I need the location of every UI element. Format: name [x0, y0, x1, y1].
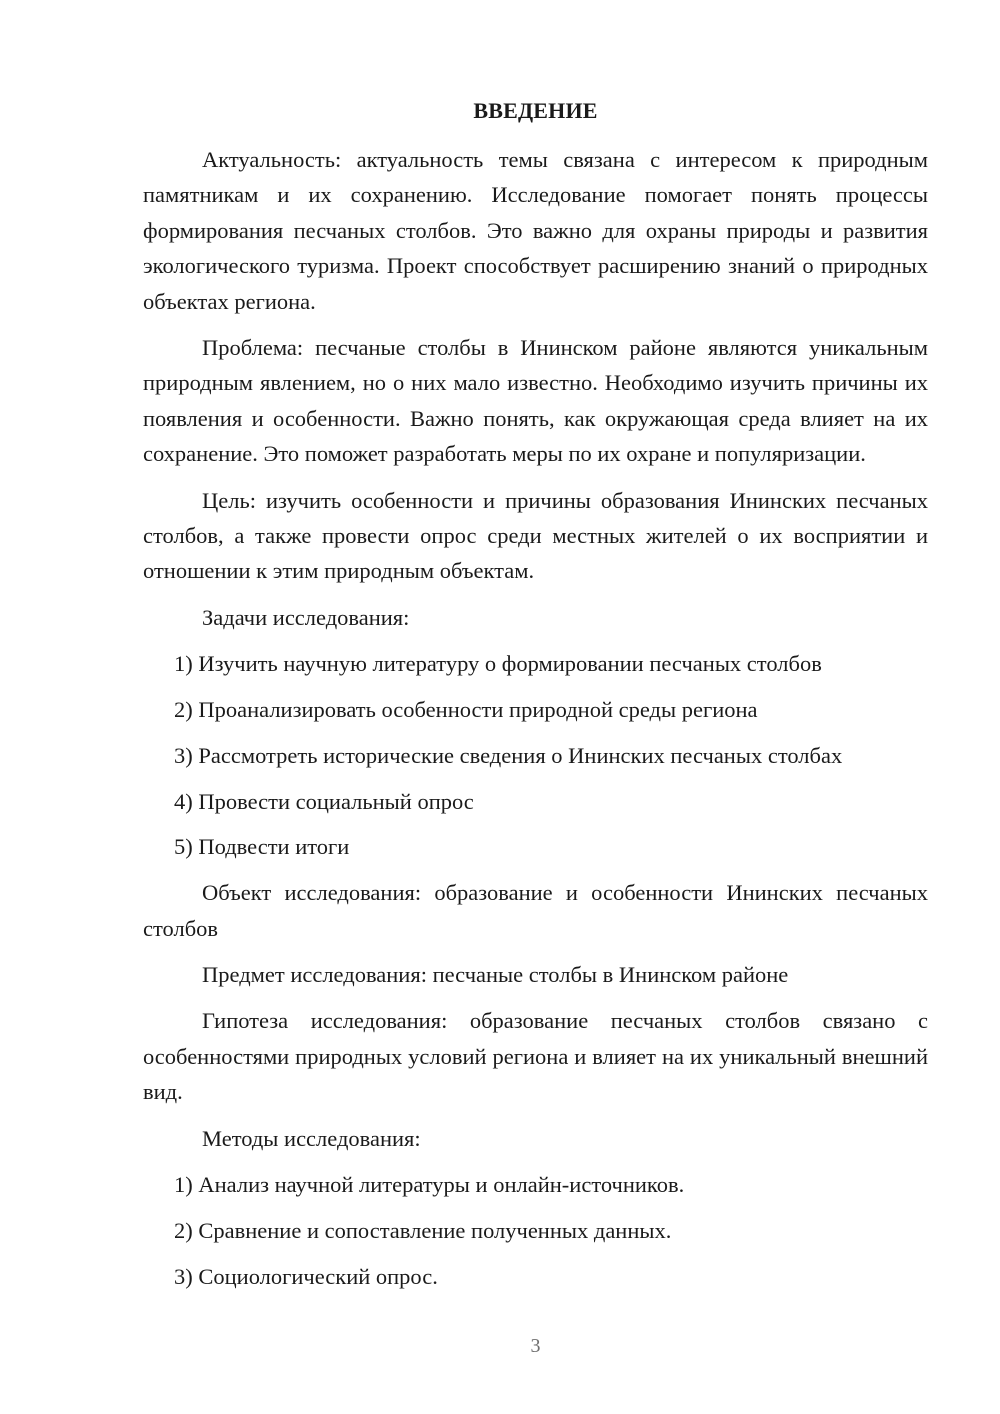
tasks-list: [143, 646, 928, 865]
list-item-task-1: 1) Изучить научную литературу о формировании песчаных столбов: [174, 651, 822, 677]
list-item-method-1: 1) Анализ научной литературы и онлайн-источников.: [174, 1172, 685, 1198]
document-body: [143, 142, 928, 1305]
relevance-paragraph: Актуальность: актуальность темы связана с интересом к природным памятникам и их сохранению. Исследование помогает понять процессы формирования песчаных столбов. Это важно для охраны природы и развития экологического туризма. Проект способствует расширению знаний о природных объектах региона.: [143, 147, 928, 314]
page-number: 3: [530, 1335, 541, 1357]
document-page: [143, 0, 928, 1414]
section-title: ВВЕДЕНИЕ: [473, 98, 598, 123]
list-item-method-2: 2) Сравнение и сопоставление полученных данных.: [174, 1217, 672, 1243]
object-paragraph: Объект исследования: образование и особенности Ининских песчаных столбов: [143, 880, 928, 941]
methods-heading: Методы исследования:: [202, 1125, 421, 1151]
list-item-method-3: 3) Социологический опрос.: [174, 1263, 438, 1289]
methods-list: [143, 1167, 928, 1294]
hypothesis-paragraph: Гипотеза исследования: образование песчаных столбов связано с особенностями природных условий региона и влияет на их уникальный внешний вид.: [143, 1008, 928, 1105]
list-item-task-2: 2) Проанализировать особенности природной среды региона: [174, 697, 758, 723]
list-item-task-4: 4) Провести социальный опрос: [174, 788, 474, 814]
goal-paragraph: Цель: изучить особенности и причины образования Ининских песчаных столбов, а также провести опрос среди местных жителей о их восприятии и отношении к этим природным объектам.: [143, 487, 928, 584]
list-item-task-3: 3) Рассмотреть исторические сведения о Ининских песчаных столбах: [174, 742, 843, 768]
subject-paragraph: Предмет исследования: песчаные столбы в Ининском районе: [202, 962, 789, 988]
list-item-task-5: 5) Подвести итоги: [174, 834, 350, 860]
problem-paragraph: Проблема: песчаные столбы в Ининском районе являются уникальным природным явлением, но о них мало известно. Необходимо изучить причины их появления и особенности. Важно понять, как окружающая среда влияет на их сохранение. Это поможет разработать меры по их охране и популяризации.: [143, 335, 928, 467]
tasks-heading: Задачи исследования:: [202, 604, 410, 630]
